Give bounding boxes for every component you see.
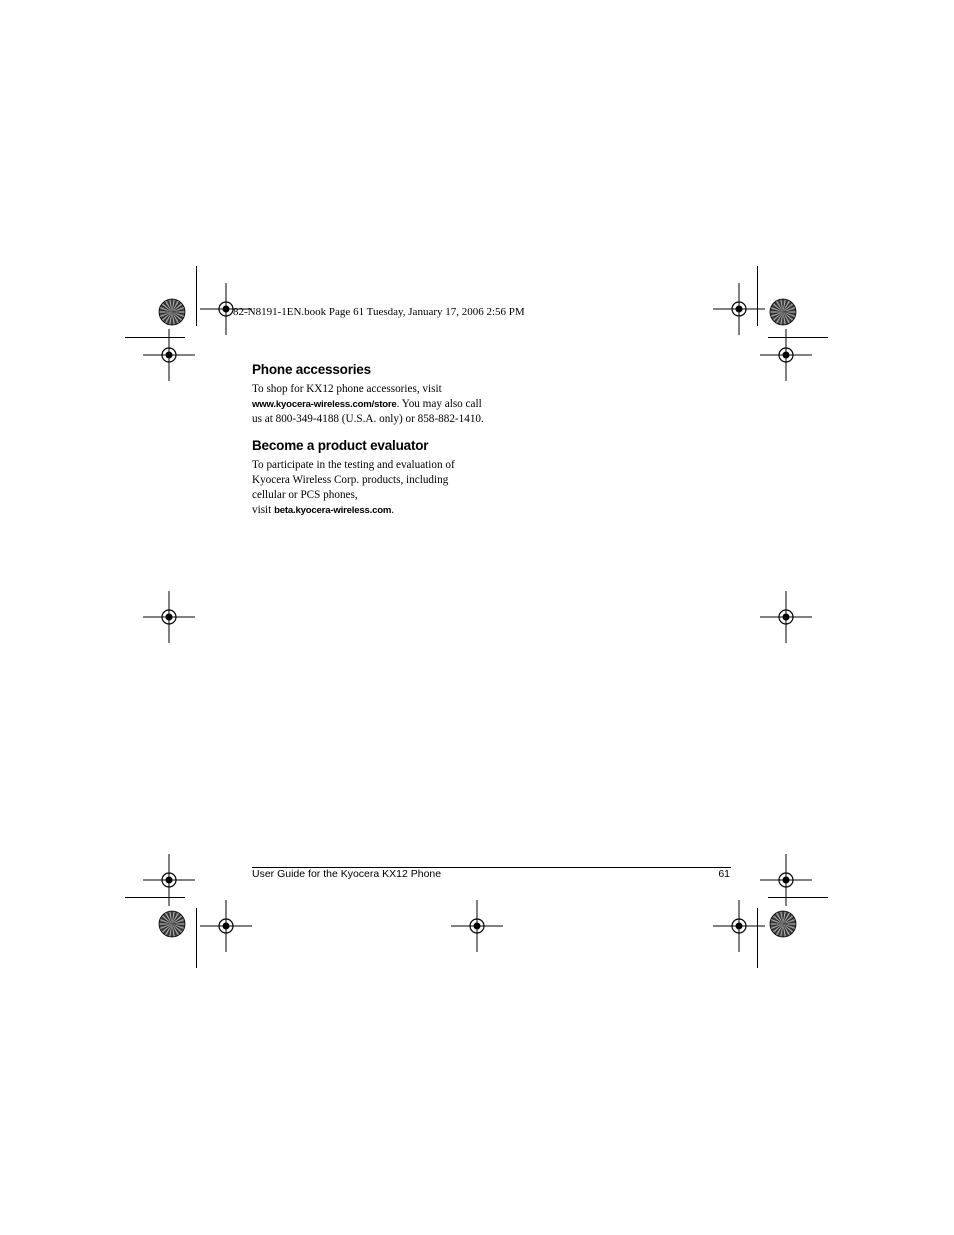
body-text: visit xyxy=(252,504,272,517)
footer-title: User Guide for the Kyocera KX12 Phone xyxy=(252,868,442,880)
registration-crosshair-icon xyxy=(760,591,812,643)
registration-crosshair-icon xyxy=(713,283,765,335)
body-text: . You may also call us at 800-349-4188 (U.S.A. only) or 858-882-1410. xyxy=(252,398,484,426)
section-product-evaluator xyxy=(252,438,492,519)
color-bar-starburst-icon xyxy=(158,910,186,938)
body-text: To shop for KX12 phone accessories, visit xyxy=(252,383,442,395)
registration-crosshair-icon xyxy=(143,854,195,906)
registration-crosshair-icon xyxy=(200,900,252,952)
section-heading: Become a product evaluator xyxy=(252,437,429,453)
section-body xyxy=(252,458,467,519)
body-text: To participate in the testing and evaluation of Kyocera Wireless Corp. products, including cellular or PCS phones, xyxy=(252,458,455,502)
store-link[interactable]: www.kyocera-wireless.com/store xyxy=(252,399,397,411)
registration-crosshair-icon xyxy=(713,900,765,952)
color-bar-starburst-icon xyxy=(769,910,797,938)
registration-crosshair-icon xyxy=(760,854,812,906)
registration-crosshair-icon xyxy=(451,900,503,952)
section-phone-accessories xyxy=(252,362,492,428)
crop-mark xyxy=(196,266,197,326)
section-heading: Phone accessories xyxy=(252,362,371,377)
print-header-info: 82-N8191-1EN.book Page 61 Tuesday, January 17, 2006 2:56 PM xyxy=(233,306,525,318)
beta-link[interactable]: beta.kyocera-wireless.com xyxy=(274,505,392,517)
page-number: 61 xyxy=(718,868,730,880)
registration-crosshair-icon xyxy=(143,591,195,643)
registration-crosshair-icon xyxy=(760,329,812,381)
registration-crosshair-icon xyxy=(200,283,252,335)
color-bar-starburst-icon xyxy=(158,298,186,326)
body-text: . xyxy=(391,504,394,517)
section-body xyxy=(252,382,492,428)
crop-mark xyxy=(196,908,197,968)
page-content xyxy=(252,362,492,518)
color-bar-starburst-icon xyxy=(769,298,797,326)
registration-crosshair-icon xyxy=(143,329,195,381)
